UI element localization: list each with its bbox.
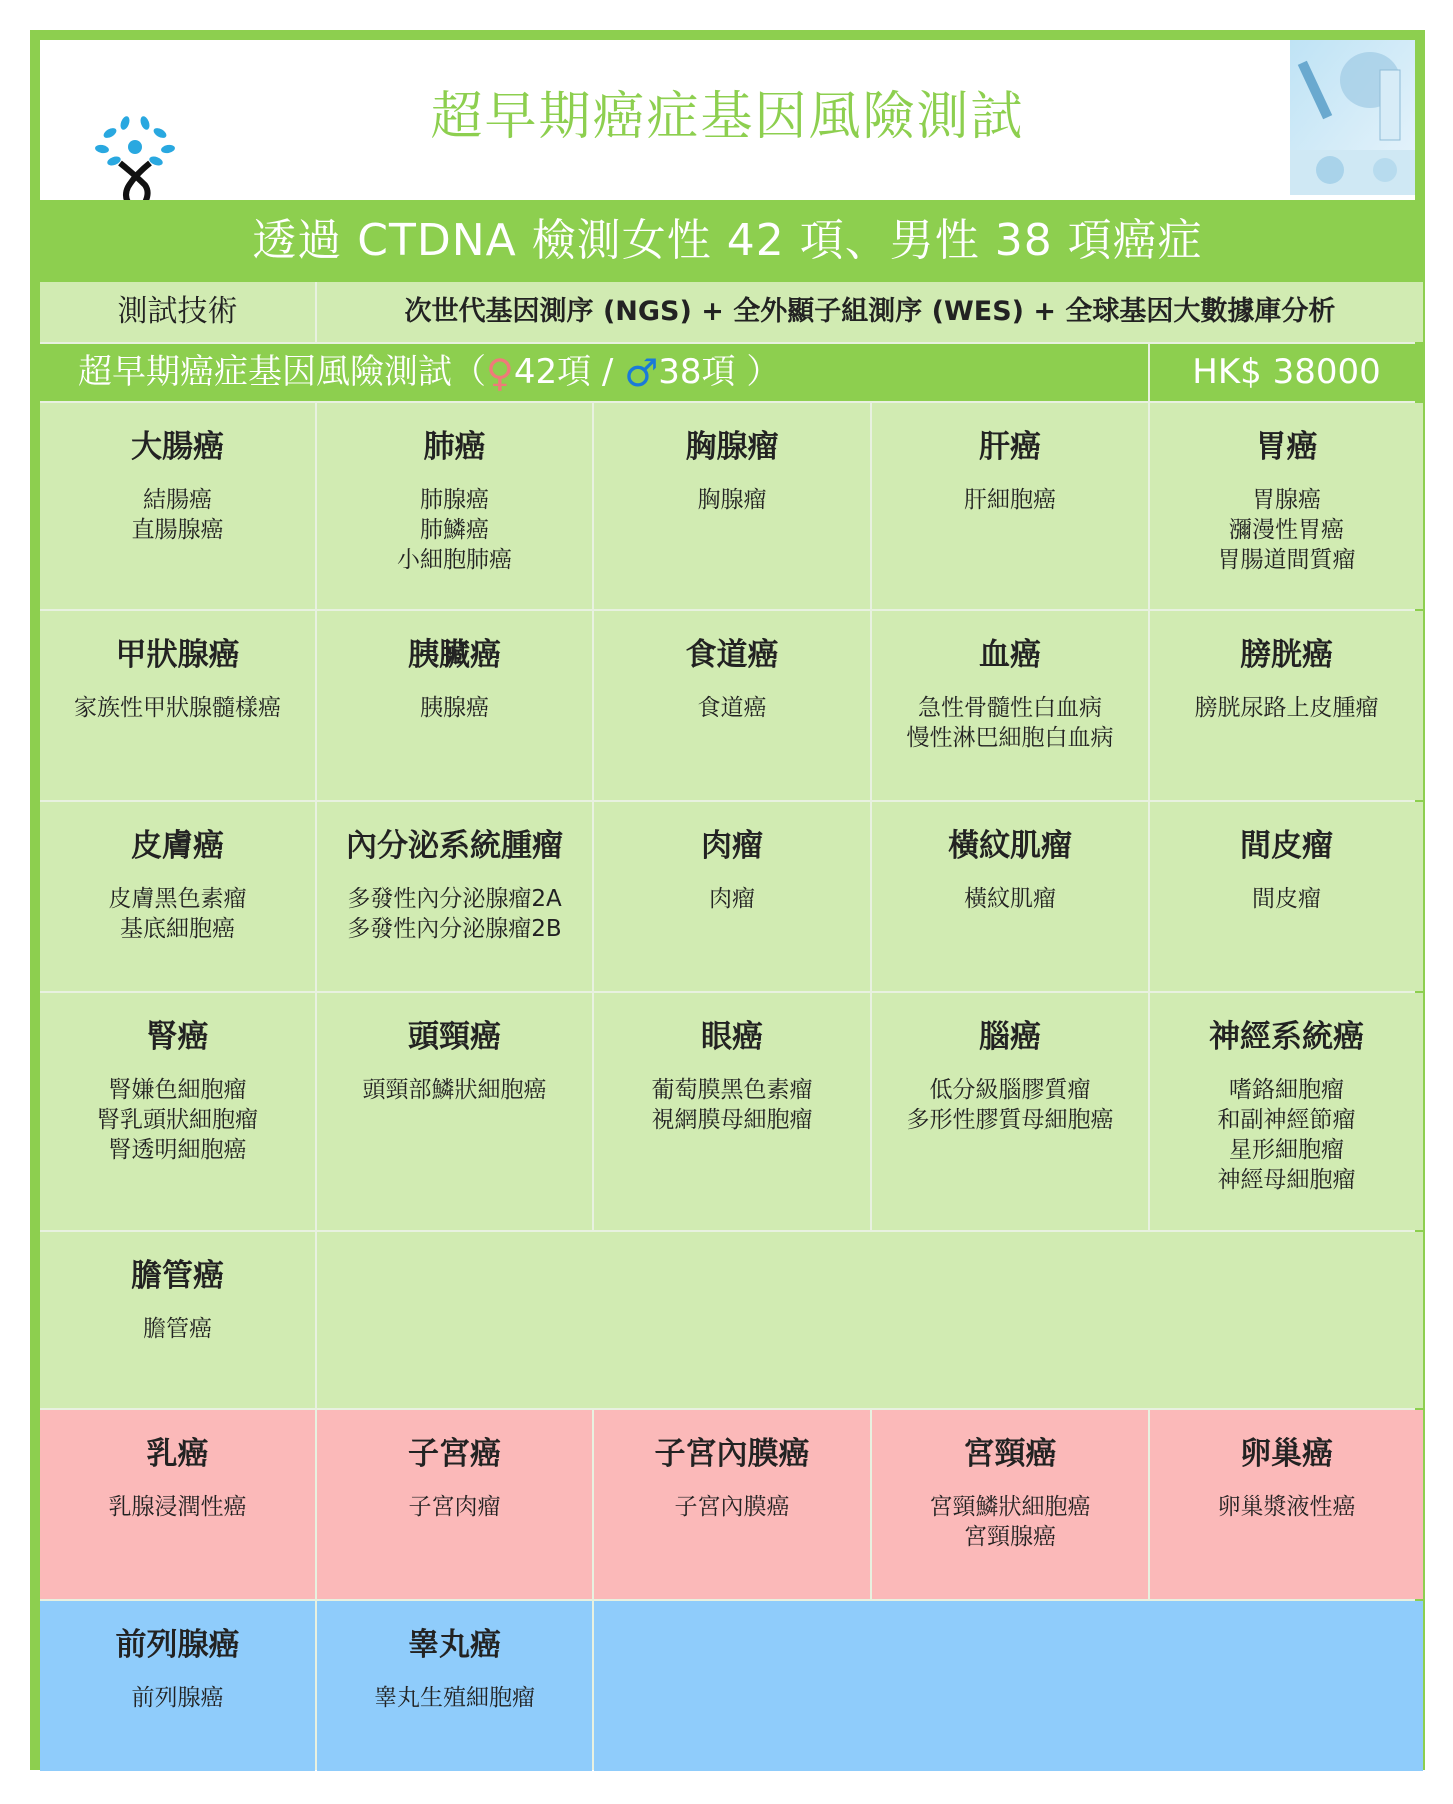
cancer-subtype: 多形性膠質母細胞癌 xyxy=(906,1107,1114,1133)
cancer-cell xyxy=(40,993,315,1230)
cancer-subtype: 卵巢漿液性癌 xyxy=(1217,1494,1356,1520)
cancer-subtype: 嗜鉻細胞瘤 xyxy=(1229,1077,1344,1103)
cancer-subtype: 多發性內分泌腺瘤2A xyxy=(347,886,562,912)
header xyxy=(40,40,1415,200)
cancer-subtype: 橫紋肌瘤 xyxy=(964,886,1056,912)
page-frame xyxy=(30,30,1425,1770)
cancer-cell xyxy=(1150,802,1423,991)
male-count: 38項 ） xyxy=(658,352,781,392)
cancer-name: 腎癌 xyxy=(146,1019,209,1055)
cancer-subtype: 和副神經節瘤 xyxy=(1217,1107,1356,1133)
cancer-cell xyxy=(872,993,1148,1230)
cancer-name: 橫紋肌瘤 xyxy=(948,828,1072,864)
cancer-subtype: 肺鱗癌 xyxy=(420,517,489,543)
cancer-subtype: 直腸腺癌 xyxy=(131,517,224,543)
female-icon: ♀ xyxy=(486,351,514,395)
cancer-subtypes xyxy=(1150,1075,1423,1195)
cancer-subtype: 肺腺癌 xyxy=(420,487,489,513)
package-name xyxy=(40,344,1148,401)
cancer-subtype: 葡萄膜黑色素瘤 xyxy=(651,1077,813,1103)
cancer-subtypes xyxy=(1150,693,1423,723)
package-price: HK$ 38000 xyxy=(1150,344,1423,401)
technology-label: 測試技術 xyxy=(40,282,315,342)
cancer-subtype: 星形細胞瘤 xyxy=(1229,1137,1344,1163)
cancer-subtypes xyxy=(594,884,870,914)
cancer-subtype: 食道癌 xyxy=(697,695,767,721)
package-title: 超早期癌症基因風險測試（ xyxy=(78,352,486,392)
cancer-subtype: 結腸癌 xyxy=(143,487,212,513)
cancer-cell xyxy=(872,802,1148,991)
cancer-name: 膽管癌 xyxy=(131,1258,224,1294)
cancer-subtype: 急性骨髓性白血病 xyxy=(918,695,1102,721)
empty-cell xyxy=(317,1232,1423,1408)
cancer-subtype: 家族性甲狀腺髓樣癌 xyxy=(74,695,281,721)
cancer-cell xyxy=(317,611,592,800)
cancer-grid xyxy=(40,282,1415,1770)
cancer-cell xyxy=(872,1410,1148,1599)
cancer-name: 間皮瘤 xyxy=(1240,828,1333,864)
cancer-subtypes xyxy=(594,1492,870,1522)
cancer-subtypes xyxy=(1150,1492,1423,1522)
cancer-subtypes xyxy=(594,1075,870,1135)
empty-cell xyxy=(594,1601,1423,1771)
cancer-subtypes xyxy=(872,485,1148,515)
cancer-cell xyxy=(40,1601,315,1771)
female-count: 42項 / xyxy=(513,352,614,392)
cancer-subtype: 胃腸道間質瘤 xyxy=(1217,547,1356,573)
cancer-name: 子宮內膜癌 xyxy=(654,1436,810,1472)
cancer-cell xyxy=(1150,1410,1423,1599)
cancer-subtype: 宮頸鱗狀細胞癌 xyxy=(929,1494,1091,1520)
cancer-subtypes xyxy=(317,1683,592,1713)
cancer-cell xyxy=(40,403,315,609)
cancer-subtype: 胸腺瘤 xyxy=(697,487,767,513)
cancer-name: 大腸癌 xyxy=(131,429,224,465)
cancer-subtype: 多發性內分泌腺瘤2B xyxy=(347,916,562,942)
subtitle-banner: 透過 CTDNA 檢測女性 42 項、男性 38 項癌症 xyxy=(40,200,1415,282)
cancer-subtypes xyxy=(40,693,315,723)
cancer-name: 食道癌 xyxy=(685,637,779,673)
cancer-subtype: 睾丸生殖細胞瘤 xyxy=(374,1685,535,1711)
cancer-cell xyxy=(1150,611,1423,800)
cancer-cell xyxy=(317,403,592,609)
cancer-cell xyxy=(1150,993,1423,1230)
cancer-cell xyxy=(317,993,592,1230)
cancer-subtypes xyxy=(594,693,870,723)
cancer-name: 卵巢癌 xyxy=(1240,1436,1333,1472)
cancer-name: 皮膚癌 xyxy=(131,828,224,864)
cancer-subtype: 胃腺癌 xyxy=(1252,487,1321,513)
cancer-cell xyxy=(317,802,592,991)
cancer-cell xyxy=(594,802,870,991)
cancer-subtype: 慢性淋巴細胞白血病 xyxy=(906,725,1114,751)
cancer-subtype: 基底細胞癌 xyxy=(120,916,235,942)
cancer-name: 甲狀腺癌 xyxy=(115,637,240,673)
cancer-cell xyxy=(40,1232,315,1408)
cancer-cell xyxy=(40,611,315,800)
cancer-name: 睾丸癌 xyxy=(408,1627,501,1663)
cancer-name: 宮頸癌 xyxy=(963,1436,1057,1472)
cancer-subtypes xyxy=(317,693,592,723)
cancer-subtypes xyxy=(40,884,315,944)
cancer-subtypes xyxy=(1150,485,1423,575)
cancer-name: 乳癌 xyxy=(146,1436,209,1472)
cancer-subtype: 子宮肉瘤 xyxy=(408,1494,501,1520)
cancer-subtype: 乳腺浸潤性癌 xyxy=(108,1494,247,1520)
cancer-subtypes xyxy=(40,1492,315,1522)
cancer-cell xyxy=(594,611,870,800)
cancer-cell xyxy=(594,1410,870,1599)
cancer-cell xyxy=(594,403,870,609)
cancer-name: 肉瘤 xyxy=(701,828,763,864)
cancer-subtype: 神經母細胞瘤 xyxy=(1217,1167,1356,1193)
cancer-name: 內分泌系統腫瘤 xyxy=(346,828,563,864)
cancer-cell xyxy=(40,802,315,991)
cancer-subtypes xyxy=(40,1683,315,1713)
cancer-name: 腦癌 xyxy=(979,1019,1041,1055)
cancer-subtype: 腎嫌色細胞瘤 xyxy=(108,1077,247,1103)
cancer-subtypes xyxy=(317,485,592,575)
cancer-name: 胰臟癌 xyxy=(408,637,501,673)
cancer-subtype: 肝細胞癌 xyxy=(964,487,1056,513)
cancer-subtype: 宮頸腺癌 xyxy=(964,1524,1056,1550)
page-title: 超早期癌症基因風險測試 xyxy=(430,87,1025,147)
cancer-subtype: 腎透明細胞癌 xyxy=(108,1137,247,1163)
cancer-subtype: 低分級腦膠質瘤 xyxy=(929,1077,1091,1103)
cancer-subtype: 膽管癌 xyxy=(143,1316,212,1342)
cancer-cell xyxy=(40,1410,315,1599)
cancer-name: 前列腺癌 xyxy=(115,1627,240,1663)
cancer-subtypes xyxy=(872,1492,1148,1552)
cancer-name: 眼癌 xyxy=(701,1019,763,1055)
cancer-subtype: 皮膚黑色素瘤 xyxy=(108,886,247,912)
cancer-cell xyxy=(317,1410,592,1599)
cancer-name: 頭頸癌 xyxy=(408,1019,501,1055)
cancer-cell xyxy=(872,403,1148,609)
cancer-subtype: 瀰漫性胃癌 xyxy=(1229,517,1344,543)
cancer-subtype: 胰腺癌 xyxy=(420,695,489,721)
cancer-subtypes xyxy=(40,485,315,545)
cancer-subtype: 小細胞肺癌 xyxy=(397,547,512,573)
cancer-name: 膀胱癌 xyxy=(1240,637,1333,673)
cancer-subtypes xyxy=(872,884,1148,914)
cancer-subtypes xyxy=(317,1075,592,1105)
cancer-name: 子宮癌 xyxy=(408,1436,501,1472)
cancer-subtypes xyxy=(872,1075,1148,1135)
cancer-subtypes xyxy=(317,884,592,944)
cancer-subtypes xyxy=(594,485,870,515)
cancer-subtype: 前列腺癌 xyxy=(131,1685,224,1711)
cancer-subtypes xyxy=(872,693,1148,753)
cancer-name: 肝癌 xyxy=(979,429,1041,465)
technology-value: 次世代基因測序 (NGS) + 全外顯子組測序 (WES) + 全球基因大數據庫分析 xyxy=(317,282,1423,342)
cancer-cell xyxy=(317,1601,592,1771)
cancer-subtype: 膀胱尿路上皮腫瘤 xyxy=(1194,695,1379,721)
lab-photo-icon xyxy=(1290,40,1415,195)
cancer-subtype: 子宮內膜癌 xyxy=(674,1494,790,1520)
cancer-name: 肺癌 xyxy=(423,429,486,465)
cancer-subtypes xyxy=(1150,884,1423,914)
cancer-subtype: 腎乳頭狀細胞瘤 xyxy=(97,1107,258,1133)
cancer-name: 神經系統癌 xyxy=(1209,1019,1364,1055)
cancer-subtypes xyxy=(40,1075,315,1165)
cancer-subtype: 視網膜母細胞瘤 xyxy=(651,1107,813,1133)
cancer-cell xyxy=(1150,403,1423,609)
cancer-cell xyxy=(872,611,1148,800)
cancer-name: 血癌 xyxy=(979,637,1041,673)
cancer-subtypes xyxy=(40,1314,315,1344)
cancer-subtype: 間皮瘤 xyxy=(1252,886,1321,912)
cancer-subtypes xyxy=(317,1492,592,1522)
cancer-cell xyxy=(594,993,870,1230)
cancer-subtype: 肉瘤 xyxy=(709,886,755,912)
cancer-name: 胸腺瘤 xyxy=(685,429,779,465)
cancer-name: 胃癌 xyxy=(1255,429,1318,465)
male-icon: ♂ xyxy=(624,351,659,395)
cancer-subtype: 頭頸部鱗狀細胞癌 xyxy=(362,1077,547,1103)
